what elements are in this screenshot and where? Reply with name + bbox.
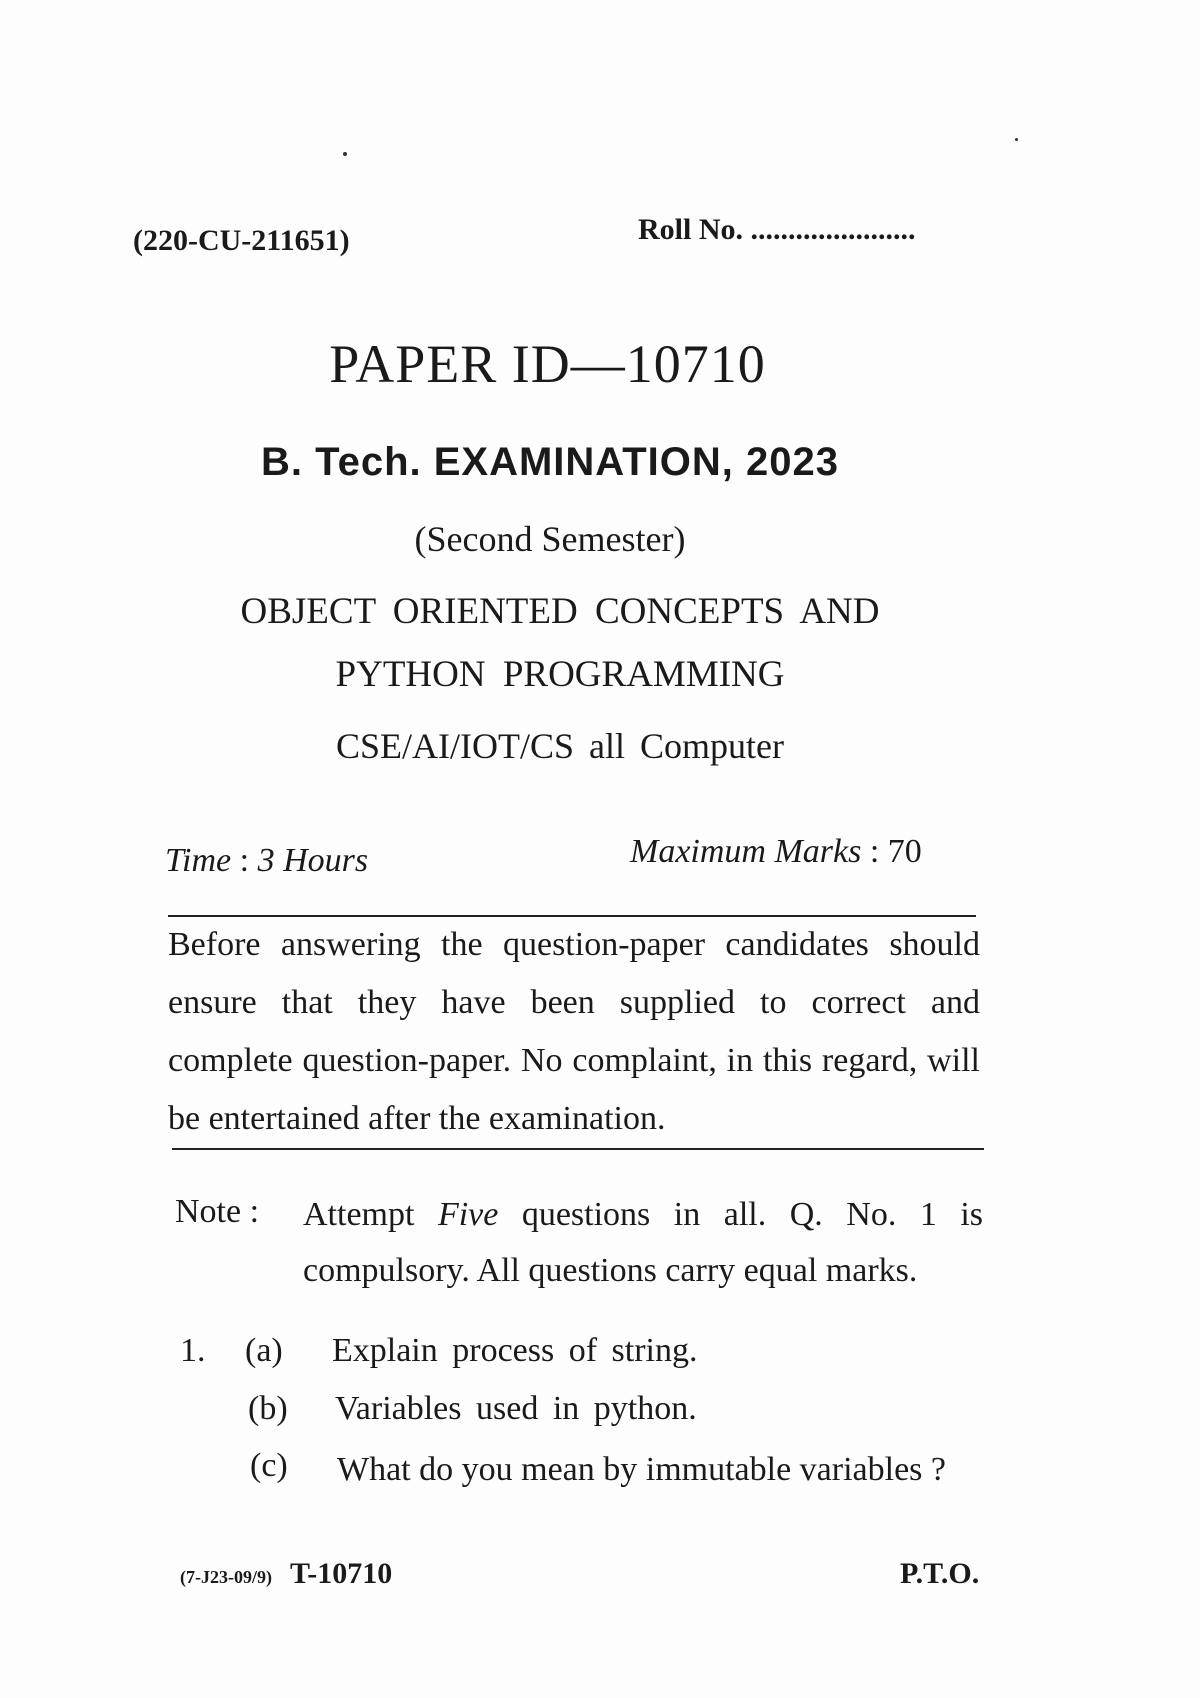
subject-title-line-1: OBJECT ORIENTED CONCEPTS AND: [240, 591, 880, 632]
note-text-end: questions in all. Q. No. 1 is compulsory. All questions carry equal marks.: [303, 1196, 983, 1289]
exam-heading: B. Tech. EXAMINATION, 2023: [261, 440, 839, 484]
subject-title-line-2: PYTHON PROGRAMMING: [335, 654, 785, 695]
speck-mark: [1015, 138, 1018, 141]
marks-value: 70: [887, 833, 922, 870]
note-text: [303, 1187, 983, 1299]
divider-bottom: [172, 1148, 984, 1150]
maximum-marks: Maximum Marks : 70: [630, 833, 922, 870]
question-part-text: Variables used in python.: [335, 1390, 697, 1427]
question-part-text: What do you mean by immutable variables ?: [337, 1451, 946, 1488]
paper-code: (220-CU-211651): [133, 224, 350, 257]
note-emphasis: Five: [437, 1196, 499, 1233]
speck-mark: [343, 152, 347, 156]
question-part-text: Explain process of string.: [332, 1332, 698, 1369]
please-turn-over: P.T.O.: [900, 1557, 980, 1590]
question-part-label: (b): [248, 1390, 288, 1427]
instructions-paragraph: Before answering the question-paper candidates should ensure that they have been supplied to correct and complete question-paper. No complaint, in this regard, will be entertained after the examination.: [168, 926, 980, 1137]
roll-number-label: Roll No. ......................: [638, 213, 916, 246]
time-label: Time: [165, 842, 232, 879]
time-allowed: Time : 3 Hours: [165, 842, 369, 879]
semester-heading: (Second Semester): [414, 519, 686, 559]
branch-heading: CSE/AI/IOT/CS all Computer: [336, 726, 784, 766]
note-text-start: Attempt: [303, 1196, 438, 1233]
marks-label: Maximum Marks: [630, 833, 862, 870]
time-hours: 3 Hours: [257, 842, 369, 879]
note-label: Note :: [175, 1193, 260, 1230]
footer-paper-id: T-10710: [290, 1557, 393, 1590]
footer-print-code: (7-J23-09/9): [180, 1567, 272, 1587]
paper-id-heading: PAPER ID—10710: [329, 334, 766, 394]
question-part-label: (a): [245, 1332, 283, 1369]
question-part-label: (c): [250, 1447, 288, 1484]
question-number: 1.: [180, 1332, 206, 1369]
